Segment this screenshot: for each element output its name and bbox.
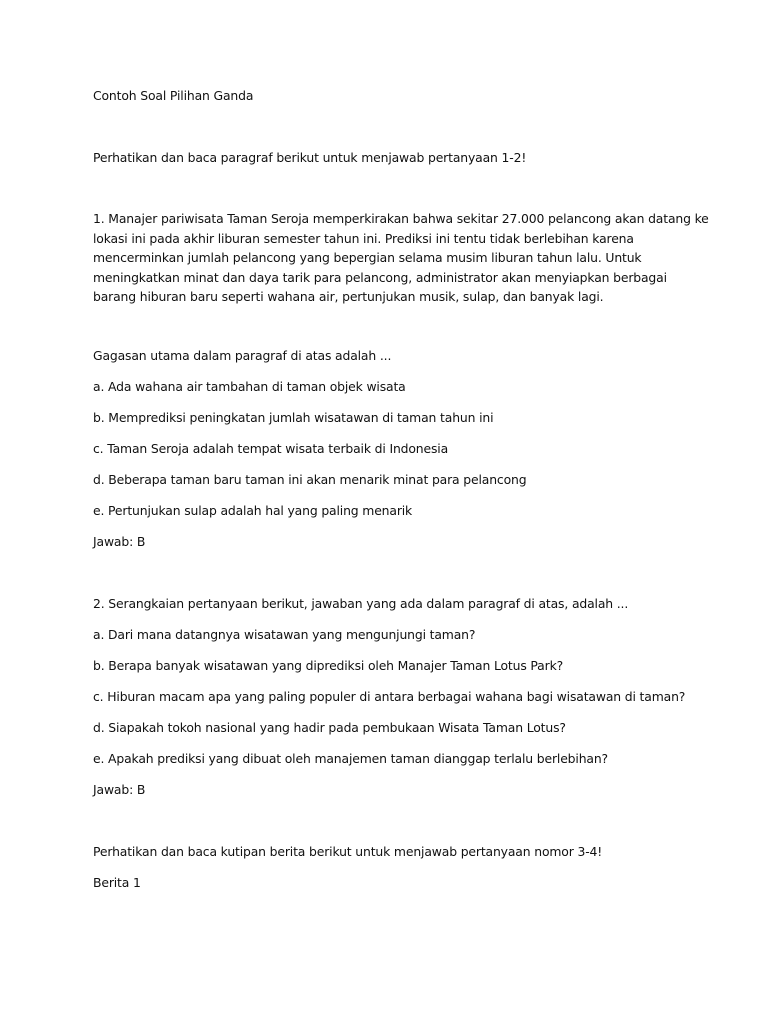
question-2-option-b: b. Berapa banyak wisatawan yang diprediksi oleh Manajer Taman Lotus Park? <box>93 658 564 673</box>
question-2-option-a: a. Dari mana datangnya wisatawan yang mengunjungi taman? <box>93 627 476 642</box>
question-1-prompt: Gagasan utama dalam paragraf di atas adalah ... <box>93 348 392 363</box>
question-2-option-c: c. Hiburan macam apa yang paling populer di antara berbagai wahana bagi wisatawan di taman? <box>93 689 686 704</box>
question-2-option-e: e. Apakah prediksi yang dibuat oleh manajemen taman dianggap terlalu berlebihan? <box>93 751 608 766</box>
passage-line: mencerminkan jumlah pelancong yang bepergian selama musim liburan tahun lalu. Untuk <box>93 250 642 265</box>
passage-line: barang hiburan baru seperti wahana air, pertunjukan musik, sulap, dan banyak lagi. <box>93 289 604 304</box>
question-2-option-d: d. Siapakah tokoh nasional yang hadir pada pembukaan Wisata Taman Lotus? <box>93 720 566 735</box>
question-1-answer: Jawab: B <box>93 534 146 549</box>
instruction-text-2: Perhatikan dan baca kutipan berita berikut untuk menjawab pertanyaan nomor 3-4! <box>93 844 603 859</box>
question-2-answer: Jawab: B <box>93 782 146 797</box>
question-2-prompt: 2. Serangkaian pertanyaan berikut, jawaban yang ada dalam paragraf di atas, adalah ... <box>93 596 629 611</box>
section-label: Berita 1 <box>93 875 141 890</box>
passage-line: 1. Manajer pariwisata Taman Seroja memperkirakan bahwa sekitar 27.000 pelancong akan datang ke <box>93 211 709 226</box>
question-1-option-d: d. Beberapa taman baru taman ini akan menarik minat para pelancong <box>93 472 527 487</box>
document-title: Contoh Soal Pilihan Ganda <box>93 88 254 103</box>
question-1-option-b: b. Memprediksi peningkatan jumlah wisatawan di taman tahun ini <box>93 410 494 425</box>
passage-line: meningkatkan minat dan daya tarik para pelancong, administrator akan menyiapkan berbagai <box>93 269 667 285</box>
question-1-option-e: e. Pertunjukan sulap adalah hal yang paling menarik <box>93 503 413 518</box>
question-1-option-c: c. Taman Seroja adalah tempat wisata terbaik di Indonesia <box>93 441 449 456</box>
reading-passage <box>93 209 709 307</box>
question-1-option-a: a. Ada wahana air tambahan di taman objek wisata <box>93 379 406 394</box>
instruction-text: Perhatikan dan baca paragraf berikut untuk menjawab pertanyaan 1-2! <box>93 150 527 165</box>
passage-line: lokasi ini pada akhir liburan semester tahun ini. Prediksi ini tentu tidak berlebihan karena <box>93 230 634 246</box>
